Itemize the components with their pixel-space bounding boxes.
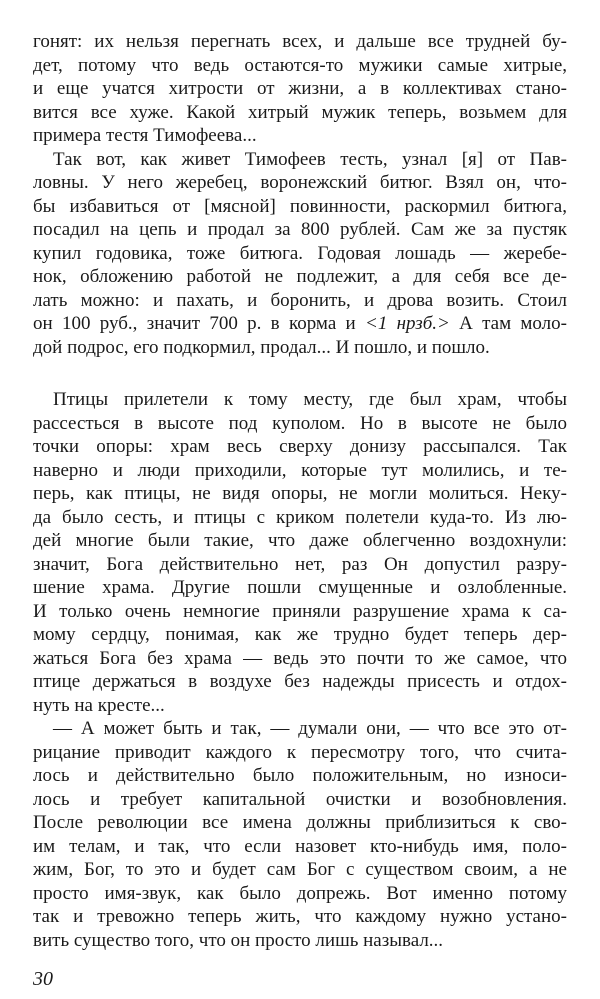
text-segment: он 100 руб., значит 700 р. в корма и — [33, 313, 365, 334]
text-line — [33, 54, 567, 78]
text-line — [33, 412, 567, 436]
text-line — [33, 623, 567, 647]
text-segment: вится все хуже. Какой хитрый мужик теперь, возьмем для — [33, 101, 567, 123]
text-segment: примера тестя Тимофеева... — [33, 125, 257, 146]
text-line — [33, 529, 567, 553]
text-segment: да было сесть, и птицы с криком полетели куда-то. Из лю- — [33, 506, 567, 528]
text-segment: дой подрос, его подкормил, продал... И пошло, и пошло. — [33, 336, 490, 358]
text-segment: купил годовика, тоже битюга. Годовая лошадь — жеребе- — [33, 242, 567, 264]
text-segment: жаться Бога без храма — ведь это почти то же самое, что — [33, 647, 567, 669]
text-line — [33, 764, 567, 788]
text-line — [33, 647, 567, 671]
text-segment: и еще учатся хитрости от жизни, а в коллективах стано- — [33, 78, 567, 99]
text-line — [33, 576, 567, 600]
text-line — [33, 788, 567, 812]
text-segment: им телам, и так, что если назовет кто-нибудь имя, поло- — [33, 835, 567, 857]
text-segment: ловны. У него жеребец, воронежский битюг. Взял он, что- — [33, 172, 567, 193]
text-segment: Птицы прилетели к тому месту, где был храм, чтобы — [53, 389, 567, 410]
text-line — [33, 882, 567, 906]
text-line — [33, 242, 567, 266]
text-segment: точки опоры: храм весь сверху донизу рассыпался. Так — [33, 436, 567, 457]
text-segment: рассесться в высоте под куполом. Но в высоте не было — [33, 412, 567, 434]
text-segment: рицание приводит каждого к пересмотру того, что счита- — [33, 741, 567, 763]
page-number: 30 — [33, 968, 53, 990]
text-segment: А там моло- — [449, 313, 567, 334]
text-line — [33, 717, 567, 741]
text-line — [33, 218, 567, 242]
text-line — [33, 171, 567, 195]
text-segment: просто имя-звук, как было допрежь. Вот именно потому — [33, 882, 567, 904]
text-segment: лось и действительно было положительным, но износи- — [33, 765, 567, 786]
paragraph — [33, 30, 567, 148]
text-segment: гонят: их нельзя перегнать всех, и дальше все трудней бу- — [33, 31, 567, 52]
text-segment: дей многие были такие, что даже облегченно воздохнули: — [33, 530, 567, 551]
text-segment: посадил на цепь и продал за 800 рублей. Сам же за пустяк — [33, 219, 567, 240]
text-line — [33, 124, 567, 148]
text-segment: И только очень немногие приняли разрушение храма к са- — [33, 600, 567, 622]
text-line — [33, 929, 567, 953]
text-line — [33, 30, 567, 54]
text-line — [33, 195, 567, 219]
text-segment: жим, Бог, то это и будет сам Бог с существом своим, а не — [33, 859, 567, 880]
text-line — [33, 101, 567, 125]
text-segment: значит, Бога действительно нет, раз Он допустил разру- — [33, 553, 567, 575]
text-line — [33, 435, 567, 459]
paragraph — [33, 717, 567, 952]
text-line — [33, 506, 567, 530]
text-line — [33, 289, 567, 313]
text-segment: дет, потому что ведь остаются-то мужики самые хитрые, — [33, 54, 567, 76]
text-line — [33, 482, 567, 506]
text-block-2 — [33, 388, 567, 952]
text-line — [33, 265, 567, 289]
text-line — [33, 459, 567, 483]
text-line — [33, 694, 567, 718]
text-segment: бы избавиться от [мясной] повинности, раскормил битюга, — [33, 195, 567, 217]
text-segment: лось и требует капитальной очистки и возобновления. — [33, 788, 567, 810]
text-line — [33, 77, 567, 101]
paragraph — [33, 148, 567, 360]
text-line — [33, 600, 567, 624]
text-segment: — А может быть и так, — думали они, — что все это от- — [53, 718, 567, 739]
text-segment: перь, как птицы, не видя опоры, не могли молиться. Неку- — [33, 483, 567, 504]
text-line — [33, 336, 567, 360]
text-block-1 — [33, 30, 567, 359]
text-line — [33, 312, 567, 336]
paragraph — [33, 388, 567, 717]
text-segment: нуть на кресте... — [33, 694, 165, 716]
text-segment: вить существо того, что он просто лишь называл... — [33, 929, 444, 951]
text-line — [33, 553, 567, 577]
text-segment: мому сердцу, понимая, как же трудно будет теперь дер- — [33, 624, 567, 645]
text-line — [33, 388, 567, 412]
text-segment: шение храма. Другие пошли смущенные и озлобленные. — [33, 577, 567, 598]
editorial-note: <1 нрзб.> — [365, 313, 450, 334]
text-line — [33, 835, 567, 859]
text-line — [33, 148, 567, 172]
text-line — [33, 811, 567, 835]
text-segment: После революции все имена должны приблизиться к сво- — [33, 812, 567, 833]
text-segment: так и тревожно теперь жить, что каждому нужно устано- — [33, 906, 567, 927]
text-segment: нок, обложению работой не подлежит, а для себя все де- — [33, 266, 567, 287]
text-line — [33, 905, 567, 929]
text-line — [33, 670, 567, 694]
text-segment: наверно и люди приходили, которые тут молились, и те- — [33, 459, 567, 481]
text-segment: птице держаться в воздухе без надежды присесть и отдох- — [33, 671, 567, 692]
text-line — [33, 858, 567, 882]
text-segment: Так вот, как живет Тимофеев тесть, узнал [я] от Пав- — [53, 148, 567, 170]
text-segment: лать можно: и пахать, и боронить, и дрова возить. Стоил — [33, 289, 567, 311]
text-line — [33, 741, 567, 765]
